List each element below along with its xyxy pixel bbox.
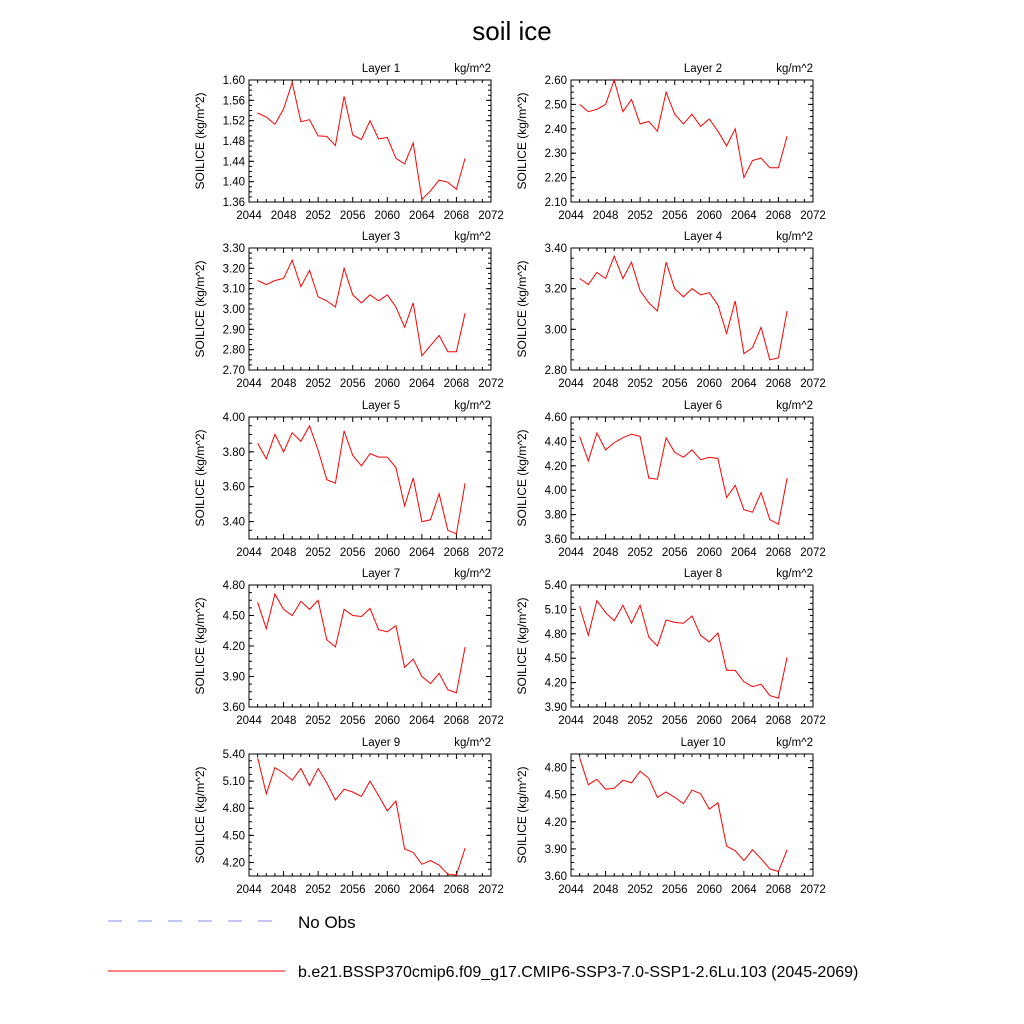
y-axis-label: SOILICE (kg/m^2) — [515, 597, 529, 695]
x-tick-label: 2052 — [305, 378, 331, 390]
x-tick-label: 2072 — [800, 210, 826, 222]
panel-title: Layer 3 — [361, 231, 401, 243]
x-tick-label: 2056 — [339, 715, 366, 727]
x-tick-label: 2064 — [409, 210, 435, 222]
y-tick-label: 2.30 — [544, 148, 567, 161]
plot-frame — [249, 754, 491, 876]
x-tick-label: 2048 — [270, 210, 297, 222]
legend-obs-label: No Obs — [298, 913, 356, 932]
x-tick-label: 2056 — [661, 547, 688, 559]
x-tick-label: 2068 — [765, 547, 792, 559]
plot-frame — [249, 585, 491, 707]
y-tick-label: 3.80 — [544, 509, 567, 522]
y-tick-label: 4.50 — [544, 653, 567, 666]
y-tick-label: 4.40 — [544, 436, 567, 449]
y-tick-label: 4.50 — [222, 830, 245, 843]
x-tick-label: 2068 — [443, 378, 470, 390]
panel-units: kg/m^2 — [776, 63, 813, 75]
series-line — [258, 426, 466, 534]
y-tick-label: 2.20 — [544, 172, 567, 185]
y-tick-label: 3.60 — [222, 481, 245, 494]
panel-title: Layer 7 — [361, 568, 401, 580]
x-tick-label: 2060 — [696, 378, 723, 390]
y-tick-label: 5.40 — [222, 749, 245, 761]
x-tick-label: 2052 — [305, 884, 331, 896]
y-tick-label: 3.40 — [544, 243, 567, 255]
panel-title: Layer 8 — [683, 568, 723, 580]
series-line — [258, 594, 466, 693]
x-tick-label: 2064 — [409, 378, 435, 390]
y-tick-label: 3.90 — [544, 843, 567, 856]
x-tick-label: 2068 — [765, 715, 792, 727]
y-tick-label: 3.00 — [222, 304, 245, 316]
panel-units: kg/m^2 — [454, 63, 491, 75]
legend-model-label: b.e21.BSSP370cmip6.f09_g17.CMIP6-SSP3-7.0-SSP1-2.6Lu.103 (2045-2069) — [298, 964, 859, 981]
x-tick-label: 2072 — [800, 884, 826, 896]
x-tick-label: 2052 — [627, 884, 653, 896]
series-line — [580, 80, 788, 178]
panel-title: Layer 4 — [683, 231, 723, 243]
x-tick-label: 2068 — [765, 884, 792, 896]
x-tick-label: 2044 — [558, 210, 584, 222]
x-tick-label: 2072 — [478, 210, 504, 222]
x-tick-label: 2044 — [558, 378, 584, 390]
y-tick-label: 4.00 — [544, 485, 567, 498]
panel-title: Layer 5 — [361, 400, 401, 412]
x-tick-label: 2044 — [236, 884, 262, 896]
x-tick-label: 2048 — [592, 715, 619, 727]
x-tick-label: 2072 — [478, 884, 504, 896]
x-tick-label: 2060 — [696, 884, 723, 896]
panel-title: Layer 9 — [361, 737, 401, 749]
y-tick-label: 1.40 — [222, 176, 245, 189]
x-tick-label: 2064 — [731, 378, 757, 390]
x-tick-label: 2048 — [592, 210, 619, 222]
panel-units: kg/m^2 — [776, 568, 813, 580]
x-tick-label: 2064 — [409, 715, 435, 727]
x-tick-label: 2052 — [627, 715, 653, 727]
panel-layer-3 — [193, 231, 504, 390]
y-tick-label: 3.60 — [222, 702, 245, 714]
x-tick-label: 2044 — [236, 378, 262, 390]
y-tick-label: 2.80 — [544, 365, 567, 377]
y-tick-label: 1.52 — [222, 115, 245, 128]
x-tick-label: 2064 — [731, 884, 757, 896]
y-tick-label: 3.60 — [544, 871, 567, 883]
y-axis-label: SOILICE (kg/m^2) — [193, 597, 207, 695]
legend — [0, 900, 1024, 1010]
plot-frame — [249, 417, 491, 539]
x-tick-label: 2048 — [270, 715, 297, 727]
x-tick-label: 2060 — [374, 884, 401, 896]
y-axis-label: SOILICE (kg/m^2) — [193, 92, 207, 190]
y-tick-label: 4.00 — [222, 412, 245, 424]
x-tick-label: 2068 — [765, 210, 792, 222]
panel-title: Layer 6 — [683, 400, 723, 412]
x-tick-label: 2048 — [270, 378, 297, 390]
y-tick-label: 2.60 — [544, 75, 567, 87]
panel-units: kg/m^2 — [776, 231, 813, 243]
y-tick-label: 3.30 — [222, 243, 245, 255]
panel-units: kg/m^2 — [454, 231, 491, 243]
x-tick-label: 2056 — [339, 210, 366, 222]
x-tick-label: 2064 — [409, 547, 435, 559]
series-line — [580, 758, 788, 872]
y-tick-label: 3.20 — [222, 263, 245, 276]
x-tick-label: 2068 — [443, 547, 470, 559]
y-tick-label: 5.10 — [222, 776, 245, 789]
x-tick-label: 2072 — [478, 378, 504, 390]
x-tick-label: 2072 — [800, 547, 826, 559]
panel-units: kg/m^2 — [454, 737, 491, 749]
x-tick-label: 2048 — [270, 884, 297, 896]
x-tick-label: 2052 — [305, 210, 331, 222]
x-tick-label: 2068 — [765, 378, 792, 390]
x-tick-label: 2060 — [374, 547, 401, 559]
panel-title: Layer 2 — [683, 63, 723, 75]
x-tick-label: 2044 — [236, 715, 262, 727]
x-tick-label: 2064 — [731, 715, 757, 727]
x-tick-label: 2068 — [443, 715, 470, 727]
x-tick-label: 2048 — [592, 547, 619, 559]
y-tick-label: 1.36 — [222, 197, 245, 209]
series-line — [580, 256, 788, 360]
y-tick-label: 2.50 — [544, 99, 567, 112]
x-tick-label: 2044 — [236, 547, 262, 559]
y-tick-label: 4.80 — [544, 628, 567, 641]
y-tick-label: 4.20 — [544, 677, 567, 690]
panel-units: kg/m^2 — [776, 400, 813, 412]
y-axis-label: SOILICE (kg/m^2) — [515, 92, 529, 190]
x-tick-label: 2060 — [374, 378, 401, 390]
y-tick-label: 2.70 — [222, 365, 245, 377]
x-tick-label: 2060 — [374, 210, 401, 222]
y-axis-label: SOILICE (kg/m^2) — [193, 260, 207, 358]
panel-layer-4 — [515, 231, 826, 390]
x-tick-label: 2068 — [443, 210, 470, 222]
x-tick-label: 2056 — [339, 884, 366, 896]
y-tick-label: 4.50 — [544, 789, 567, 802]
panel-layer-10 — [515, 737, 826, 896]
series-line — [258, 758, 466, 876]
panel-layer-9 — [193, 737, 504, 896]
x-tick-label: 2052 — [627, 378, 653, 390]
x-tick-label: 2044 — [558, 884, 584, 896]
x-tick-label: 2044 — [558, 715, 584, 727]
y-tick-label: 3.80 — [222, 446, 245, 459]
x-tick-label: 2044 — [558, 547, 584, 559]
x-tick-label: 2064 — [731, 547, 757, 559]
x-tick-label: 2072 — [478, 547, 504, 559]
series-line — [580, 601, 788, 699]
y-tick-label: 4.20 — [544, 816, 567, 829]
y-axis-label: SOILICE (kg/m^2) — [515, 766, 529, 864]
x-tick-label: 2044 — [236, 210, 262, 222]
x-tick-label: 2072 — [478, 715, 504, 727]
y-axis-label: SOILICE (kg/m^2) — [193, 429, 207, 527]
y-tick-label: 4.20 — [222, 641, 245, 653]
plot-frame — [249, 80, 491, 202]
y-tick-label: 3.20 — [544, 283, 567, 296]
x-tick-label: 2060 — [696, 210, 723, 222]
y-tick-label: 1.60 — [222, 75, 245, 87]
panel-title: Layer 10 — [680, 737, 726, 749]
x-tick-label: 2052 — [627, 210, 653, 222]
x-tick-label: 2052 — [305, 547, 331, 559]
x-tick-label: 2056 — [661, 378, 688, 390]
panel-layer-5 — [193, 400, 504, 559]
x-tick-label: 2048 — [270, 547, 297, 559]
y-tick-label: 5.40 — [544, 580, 567, 592]
y-tick-label: 3.10 — [222, 283, 245, 296]
y-tick-label: 3.90 — [544, 702, 567, 714]
y-tick-label: 4.80 — [222, 580, 245, 592]
x-tick-label: 2056 — [339, 547, 366, 559]
y-tick-label: 1.44 — [222, 156, 245, 169]
y-tick-label: 5.10 — [544, 604, 567, 617]
x-tick-label: 2056 — [339, 378, 366, 390]
x-tick-label: 2048 — [592, 884, 619, 896]
x-tick-label: 2052 — [627, 547, 653, 559]
y-tick-label: 2.80 — [222, 344, 245, 357]
y-tick-label: 1.56 — [222, 95, 245, 108]
x-tick-label: 2068 — [443, 884, 470, 896]
panel-title: Layer 1 — [361, 63, 401, 75]
y-tick-label: 4.20 — [222, 857, 245, 870]
y-tick-label: 3.40 — [222, 516, 245, 529]
x-tick-label: 2064 — [731, 210, 757, 222]
y-axis-label: SOILICE (kg/m^2) — [193, 766, 207, 864]
y-tick-label: 2.40 — [544, 123, 567, 136]
plot-frame — [571, 754, 813, 876]
y-tick-label: 4.60 — [544, 412, 567, 424]
y-tick-label: 3.00 — [544, 324, 567, 337]
x-tick-label: 2048 — [592, 378, 619, 390]
x-tick-label: 2056 — [661, 884, 688, 896]
plot-frame — [571, 585, 813, 707]
y-axis-label: SOILICE (kg/m^2) — [515, 429, 529, 527]
panel-units: kg/m^2 — [454, 568, 491, 580]
x-tick-label: 2064 — [409, 884, 435, 896]
x-tick-label: 2072 — [800, 715, 826, 727]
panel-layer-6 — [515, 400, 826, 559]
panel-units: kg/m^2 — [776, 737, 813, 749]
y-tick-label: 4.80 — [222, 803, 245, 816]
page-title: soil ice — [472, 16, 552, 46]
series-line — [258, 260, 466, 356]
x-tick-label: 2060 — [696, 547, 723, 559]
y-tick-label: 3.90 — [222, 671, 245, 684]
x-tick-label: 2060 — [374, 715, 401, 727]
y-axis-label: SOILICE (kg/m^2) — [515, 260, 529, 358]
panel-layer-1 — [193, 63, 504, 222]
y-tick-label: 4.50 — [222, 610, 245, 623]
y-tick-label: 4.80 — [544, 762, 567, 775]
x-tick-label: 2056 — [661, 210, 688, 222]
y-tick-label: 3.60 — [544, 534, 567, 546]
x-tick-label: 2060 — [696, 715, 723, 727]
panel-layer-8 — [515, 568, 826, 727]
y-tick-label: 1.48 — [222, 136, 245, 148]
panel-layer-7 — [193, 568, 504, 727]
y-tick-label: 2.90 — [222, 324, 245, 337]
plot-frame — [571, 248, 813, 370]
x-tick-label: 2052 — [305, 715, 331, 727]
panel-layer-2 — [515, 63, 826, 222]
series-line — [258, 83, 466, 200]
series-line — [580, 433, 788, 525]
plot-frame — [571, 417, 813, 539]
x-tick-label: 2072 — [800, 378, 826, 390]
y-tick-label: 2.10 — [544, 197, 567, 209]
x-tick-label: 2056 — [661, 715, 688, 727]
y-tick-label: 4.20 — [544, 460, 567, 473]
panel-units: kg/m^2 — [454, 400, 491, 412]
